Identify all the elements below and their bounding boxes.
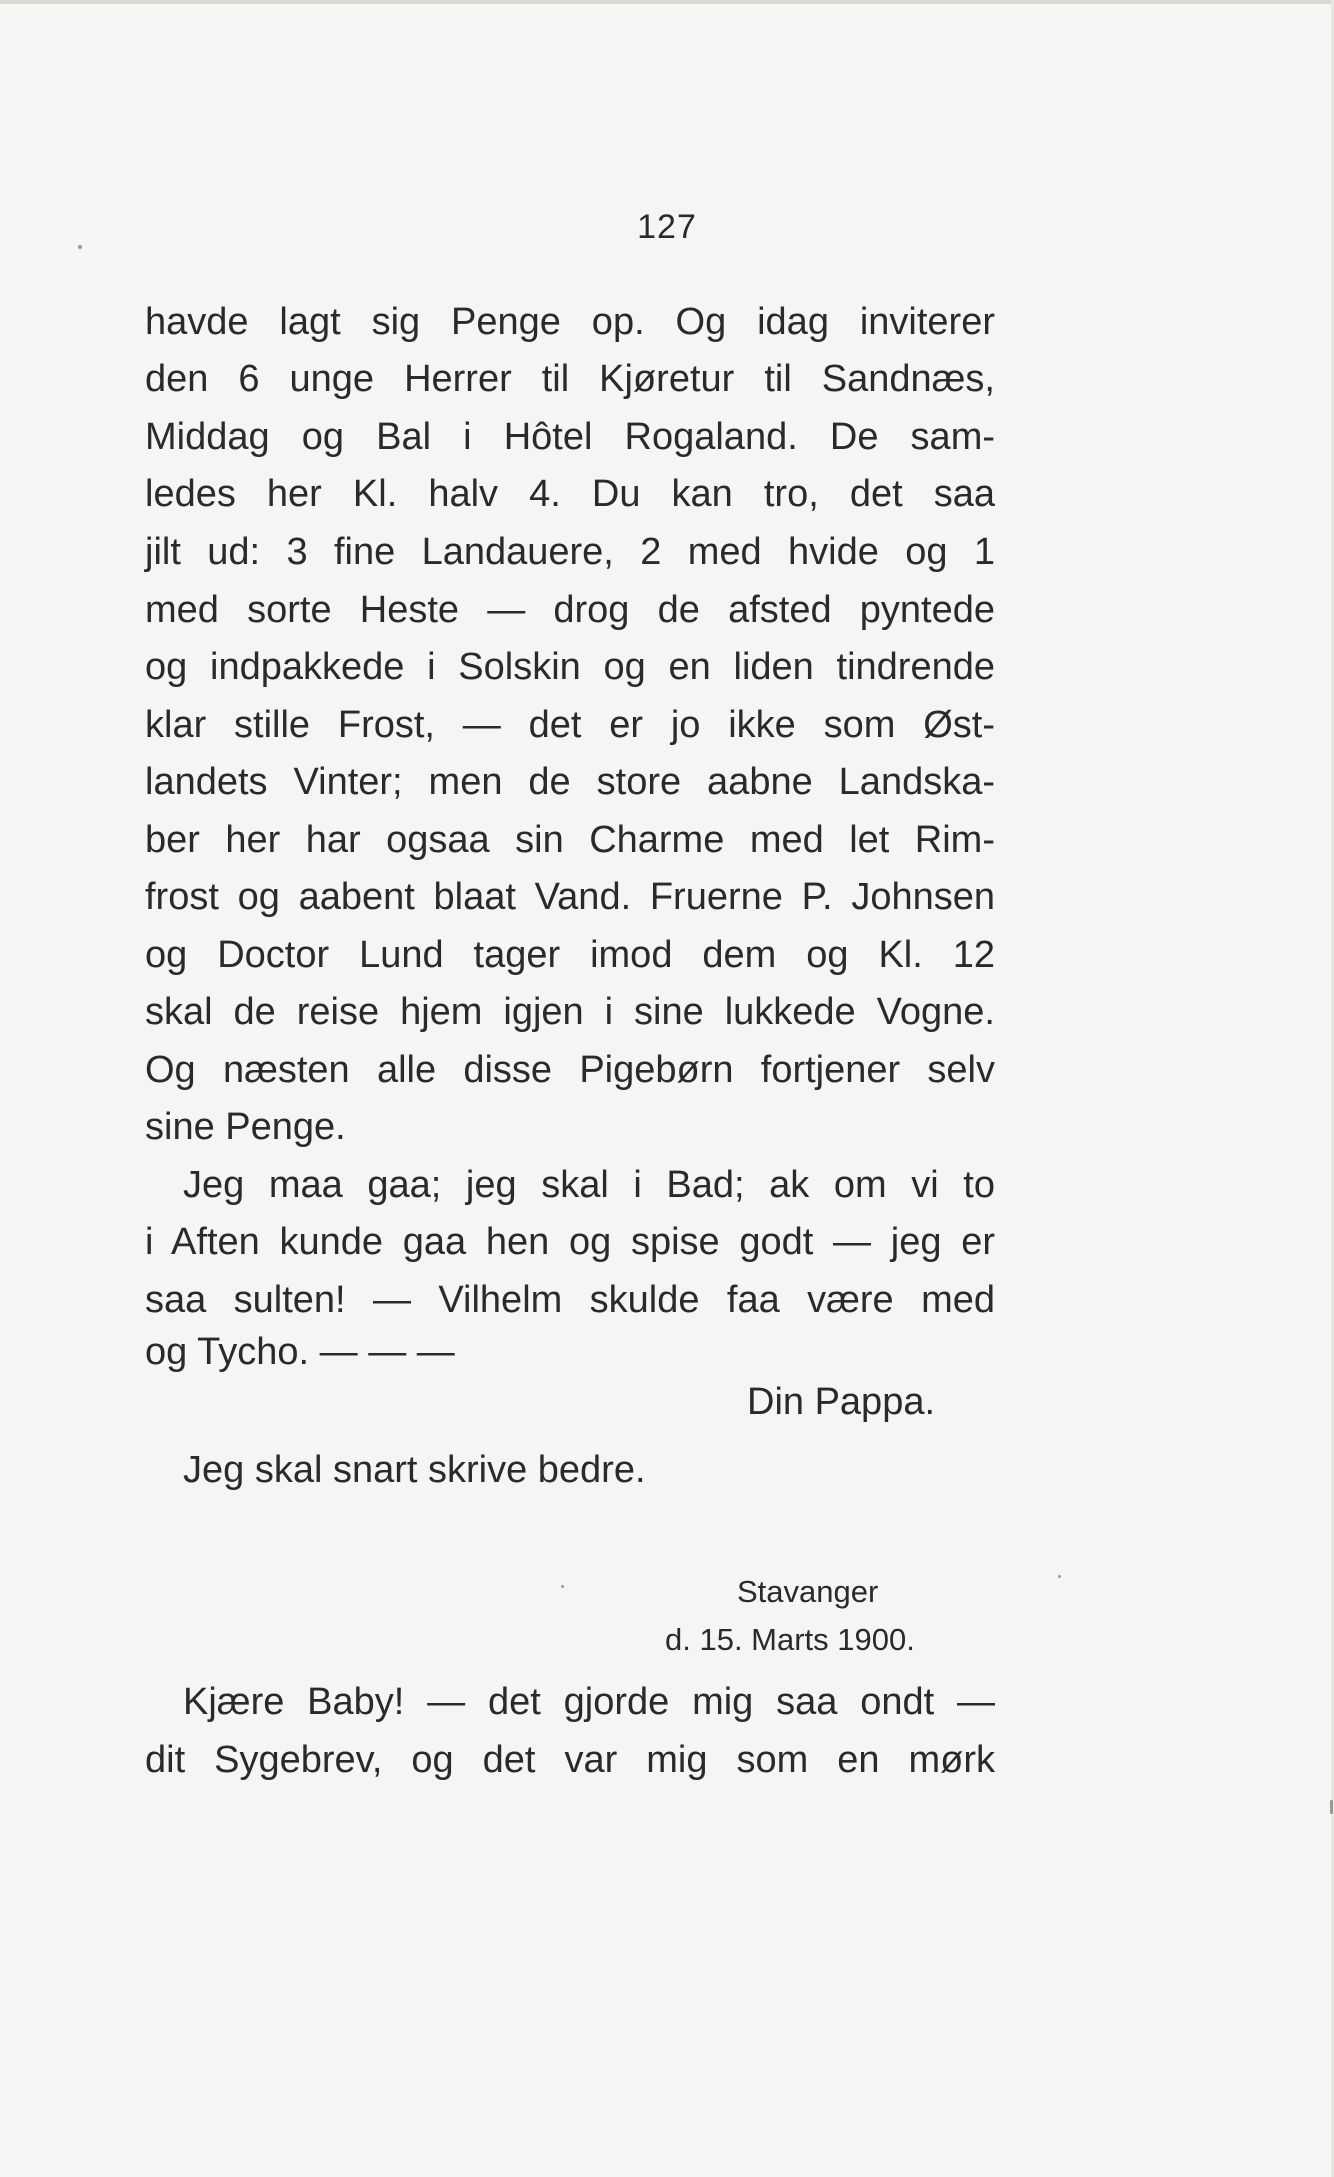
text-line: Kjære Baby! — det gjorde mig saa ondt —	[183, 1681, 995, 1723]
page-top-edge	[0, 0, 1334, 4]
text-line: og Doctor Lund tager imod dem og Kl. 12	[145, 934, 995, 976]
text-line: skal de reise hjem igjen i sine lukkede Vogne.	[145, 991, 995, 1033]
text-line: og indpakkede i Solskin og en liden tindrende	[145, 646, 995, 688]
scan-speck	[78, 245, 82, 249]
text-line: sine Penge.	[145, 1106, 346, 1148]
text-line: den 6 unge Herrer til Kjøretur til Sandnæs,	[145, 358, 995, 400]
scan-speck	[561, 1585, 564, 1588]
text-line: Middag og Bal i Hôtel Rogaland. De sam-	[145, 416, 995, 458]
page-number: 127	[637, 208, 697, 246]
text-line: og Tycho. — — —	[145, 1331, 455, 1373]
text-line: klar stille Frost, — det er jo ikke som Øst-	[145, 704, 995, 746]
text-line: Og næsten alle disse Pigebørn fortjener selv	[145, 1049, 995, 1091]
text-line: Jeg maa gaa; jeg skal i Bad; ak om vi to	[183, 1164, 995, 1206]
scan-speck	[1058, 1575, 1061, 1578]
text-line: i Aften kunde gaa hen og spise godt — jeg er	[145, 1221, 995, 1263]
letter-place: Stavanger	[737, 1574, 879, 1609]
text-line: dit Sygebrev, og det var mig som en mørk	[145, 1739, 995, 1781]
signature: Din Pappa.	[747, 1381, 936, 1423]
scan-speck	[1330, 1800, 1333, 1814]
text-line: frost og aabent blaat Vand. Fruerne P. Johnsen	[145, 876, 995, 918]
postscript: Jeg skal snart skrive bedre.	[183, 1449, 646, 1491]
text-line: ber her har ogsaa sin Charme med let Rim-	[145, 819, 995, 861]
text-line: ledes her Kl. halv 4. Du kan tro, det saa	[145, 473, 995, 515]
text-line: jilt ud: 3 fine Landauere, 2 med hvide og 1	[145, 531, 995, 573]
letter-date: d. 15. Marts 1900.	[665, 1622, 915, 1657]
text-line: med sorte Heste — drog de afsted pyntede	[145, 589, 995, 631]
text-line: havde lagt sig Penge op. Og idag inviterer	[145, 301, 995, 343]
text-line: saa sulten! — Vilhelm skulde faa være med	[145, 1279, 995, 1321]
text-line: landets Vinter; men de store aabne Landska-	[145, 761, 995, 803]
